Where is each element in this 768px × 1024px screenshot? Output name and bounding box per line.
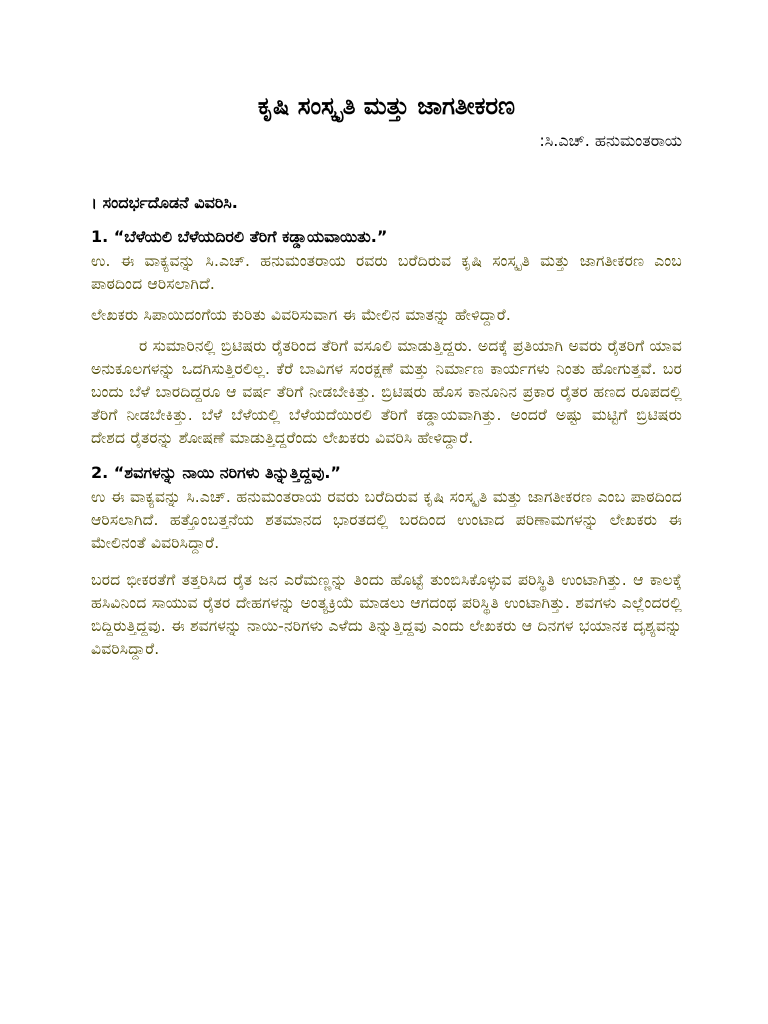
section-heading: । ಸಂದರ್ಭದೊಡನೆ ವಿವರಿಸಿ.	[91, 193, 238, 212]
question-heading-1: 1. “ಬೆಳೆಯಲಿ ಬೆಳೆಯದಿರಲಿ ತೆರಿಗೆ ಕಡ್ಡಾಯವಾಯಿತು.”	[91, 227, 388, 246]
document-title: ಕೃಷಿ ಸಂಸ್ಕೃತಿ ಮತ್ತು ಜಾಗತೀಕರಣ	[257, 92, 516, 120]
question-heading-2: 2. “ಶವಗಳನ್ನು ನಾಯಿ ನರಿಗಳು ತಿನ್ನುತ್ತಿದ್ದವು.”	[91, 463, 341, 482]
answer-paragraph: ಉ. ಈ ವಾಕ್ಯವನ್ನು ಸಿ.ಎಚ್. ಹನುಮಂತರಾಯ ರವರು ಬರೆದಿರುವ ಕೃಷಿ ಸಂಸ್ಕೃತಿ ಮತ್ತು ಜಾಗತೀಕರಣ ಎಂಬ ಪಾಠದಿಂದ ಆರಿಸಲಾಗಿದೆ.	[91, 252, 682, 293]
answer-paragraph: ಲೇಖಕರು ಸಿಪಾಯಿದಂಗೆಯ ಕುರಿತು ವಿವರಿಸುವಾಗ ಈ ಮೇಲಿನ ಮಾತನ್ನು ಹೇಳಿದ್ದಾರೆ.	[91, 306, 511, 324]
answer-paragraph: ರ ಸುಮಾರಿನಲ್ಲಿ ಬ್ರಿಟಿಷರು ರೈತರಿಂದ ತೆರಿಗೆ ವಸೂಲಿ ಮಾಡುತ್ತಿದ್ದರು. ಅದಕ್ಕೆ ಪ್ರತಿಯಾಗಿ ಅವರು ರೈತರಿಗೆ ಯಾವ ಅನುಕೂಲಗಳನ್ನು ಒದಗಿಸುತ್ತಿರಲಿಲ್ಲ. ಕೆರೆ ಬಾವಿಗಳ ಸಂರಕ್ಷಣೆ ಮತ್ತು ನಿರ್ಮಾಣ ಕಾರ್ಯಗಳು ನಿಂತು ಹೋಗುತ್ತವೆ. ಬರ ಬಂದು ಬೆಳೆ ಬಾರದಿದ್ದರೂ ಆ ವರ್ಷ ತೆರಿಗೆ ನೀಡಬೇಕಿತ್ತು. ಬ್ರಿಟಿಷರು ಹೊಸ ಕಾನೂನಿನ ಪ್ರಕಾರ ರೈತರ ಹಣದ ರೂಪದಲ್ಲಿ ತೆರಿಗೆ ನೀಡಬೇಕಿತ್ತು. ಬೆಳೆ ಬೆಳೆಯಲ್ಲಿ ಬೆಳೆಯದೆಯಿರಲಿ ತೆರಿಗೆ ಕಡ್ಡಾಯವಾಗಿತ್ತು. ಅಂದರೆ ಅಷ್ಟು ಮಟ್ಟಿಗೆ ಬ್ರಿಟಿಷರು ದೇಶದ ರೈತರನ್ನು ಶೋಷಣೆ ಮಾಡುತ್ತಿದ್ದರೆಂದು ಲೇಖಕರು ವಿವರಿಸಿ ಹೇಳಿದ್ದಾರೆ.	[91, 337, 682, 447]
answer-paragraph: ಉ ಈ ವಾಕ್ಯವನ್ನು ಸಿ.ಎಚ್. ಹನುಮಂತರಾಯ ರವರು ಬರೆದಿರುವ ಕೃಷಿ ಸಂಸ್ಕೃತಿ ಮತ್ತು ಜಾಗತೀಕರಣ ಎಂಬ ಪಾಠದಿಂದ ಆರಿಸಲಾಗಿದೆ. ಹತ್ತೊಂಬತ್ತನೆಯ ಶತಮಾನದ ಭಾರತದಲ್ಲಿ ಬರದಿಂದ ಉಂಟಾದ ಪರಿಣಾಮಗಳನ್ನು ಲೇಖಕರು ಈ ಮೇಲಿನಂತೆ ವಿವರಿಸಿದ್ದಾರೆ.	[91, 488, 682, 552]
answer-paragraph: ಬರದ ಭೀಕರತೆಗೆ ತತ್ತರಿಸಿದ ರೈತ ಜನ ಎರೆಮಣ್ಣನ್ನು ತಿಂದು ಹೊಟ್ಟೆ ತುಂಬಿಸಿಕೊಳ್ಳುವ ಪರಿಸ್ಥಿತಿ ಉಂಟಾಗಿತ್ತು. ಆ ಕಾಲಕ್ಕೆ ಹಸಿವಿನಿಂದ ಸಾಯುವ ರೈತರ ದೇಹಗಳನ್ನು ಅಂತ್ಯಕ್ರಿಯೆ ಮಾಡಲು ಆಗದಂಥ ಪರಿಸ್ಥಿತಿ ಉಂಟಾಗಿತ್ತು. ಶವಗಳು ಎಲ್ಲೆಂದರಲ್ಲಿ ಬಿದ್ದಿರುತ್ತಿದ್ದವು. ಈ ಶವಗಳನ್ನು ನಾಯಿ-ನರಿಗಳು ಎಳೆದು ತಿನ್ನುತ್ತಿದ್ದವು ಎಂದು ಲೇಖಕರು ಆ ದಿನಗಳ ಭಯಾನಕ ದೃಶ್ಯವನ್ನು ವಿವರಿಸಿದ್ದಾರೆ.	[91, 571, 682, 658]
author-line: :ಸಿ.ಎಚ್. ಹನುಮಂತರಾಯ	[539, 131, 682, 150]
